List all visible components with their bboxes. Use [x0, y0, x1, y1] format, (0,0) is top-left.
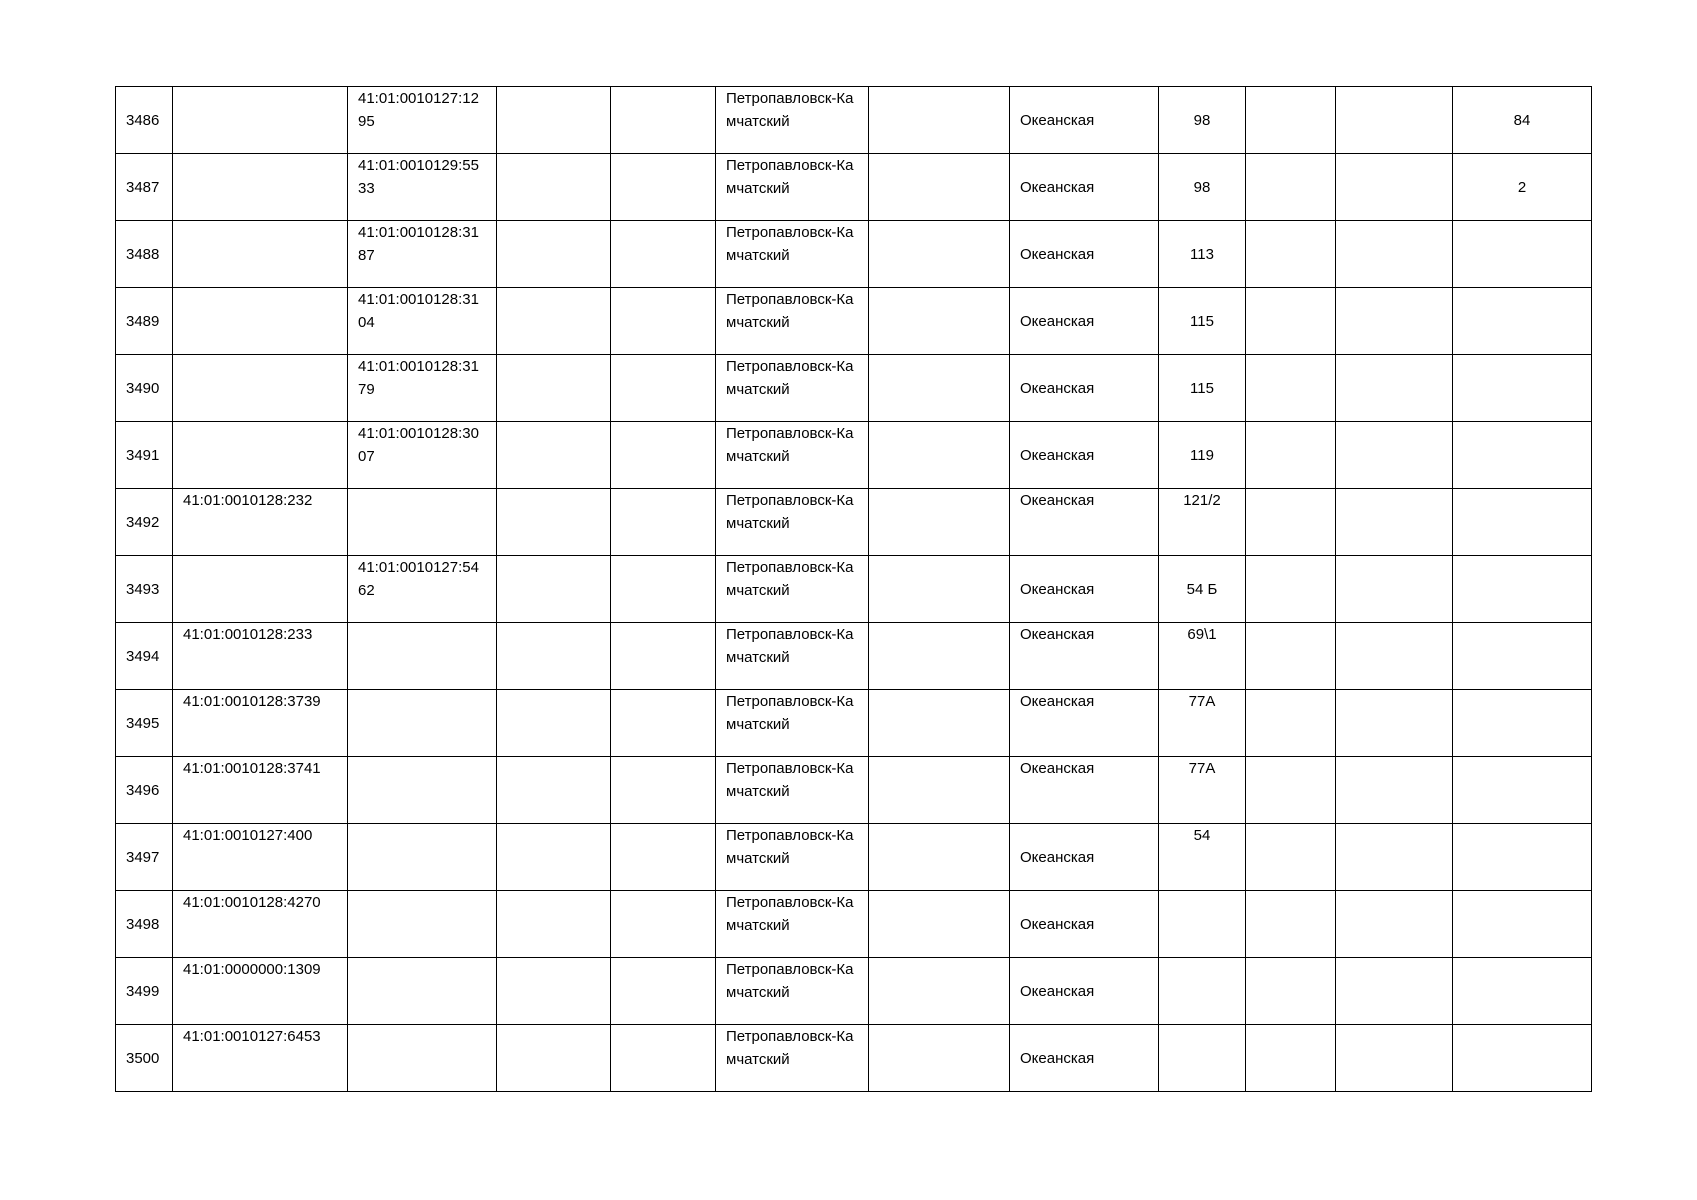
street-cell: Океанская — [1010, 355, 1159, 422]
empty-cell — [1336, 355, 1453, 422]
apartment-number-cell — [1453, 757, 1592, 824]
house-number-cell: 115 — [1159, 288, 1246, 355]
table-row — [116, 154, 1592, 221]
empty-cell — [1246, 757, 1336, 824]
address-registry-table — [115, 86, 1592, 1092]
table-row — [116, 891, 1592, 958]
street-cell: Океанская — [1010, 221, 1159, 288]
row-number-cell: 3492 — [116, 489, 173, 556]
land-cadastral-number-cell: 41:01:0010128:3741 — [173, 757, 348, 824]
empty-cell — [869, 154, 1010, 221]
empty-cell — [1336, 1025, 1453, 1092]
land-cadastral-number-cell: 41:01:0010128:232 — [173, 489, 348, 556]
empty-cell — [1336, 958, 1453, 1025]
apartment-number-cell — [1453, 891, 1592, 958]
empty-cell — [869, 1025, 1010, 1092]
empty-cell — [497, 154, 611, 221]
empty-cell — [869, 958, 1010, 1025]
empty-cell — [1246, 556, 1336, 623]
street-cell: Океанская — [1010, 891, 1159, 958]
street-cell: Океанская — [1010, 87, 1159, 154]
empty-cell — [1246, 489, 1336, 556]
empty-cell — [869, 288, 1010, 355]
land-cadastral-number-cell — [173, 355, 348, 422]
city-cell: Петропавловск-Камчатский — [716, 824, 869, 891]
empty-cell — [611, 422, 716, 489]
empty-cell — [1336, 489, 1453, 556]
object-cadastral-number-cell: 41:01:0010127:5462 — [348, 556, 497, 623]
empty-cell — [1246, 355, 1336, 422]
house-number-cell: 54 Б — [1159, 556, 1246, 623]
empty-cell — [869, 489, 1010, 556]
city-cell: Петропавловск-Камчатский — [716, 288, 869, 355]
empty-cell — [497, 489, 611, 556]
object-cadastral-number-cell — [348, 824, 497, 891]
empty-cell — [1336, 556, 1453, 623]
empty-cell — [1336, 824, 1453, 891]
city-cell: Петропавловск-Камчатский — [716, 355, 869, 422]
city-cell: Петропавловск-Камчатский — [716, 1025, 869, 1092]
street-cell: Океанская — [1010, 556, 1159, 623]
city-cell: Петропавловск-Камчатский — [716, 891, 869, 958]
row-number-cell: 3489 — [116, 288, 173, 355]
empty-cell — [1246, 422, 1336, 489]
empty-cell — [1246, 221, 1336, 288]
city-cell: Петропавловск-Камчатский — [716, 489, 869, 556]
empty-cell — [1336, 690, 1453, 757]
empty-cell — [497, 556, 611, 623]
row-number-cell: 3487 — [116, 154, 173, 221]
empty-cell — [611, 1025, 716, 1092]
empty-cell — [869, 824, 1010, 891]
object-cadastral-number-cell: 41:01:0010129:5533 — [348, 154, 497, 221]
apartment-number-cell — [1453, 556, 1592, 623]
empty-cell — [1336, 87, 1453, 154]
street-cell: Океанская — [1010, 489, 1159, 556]
city-cell: Петропавловск-Камчатский — [716, 623, 869, 690]
house-number-cell: 113 — [1159, 221, 1246, 288]
row-number-cell: 3500 — [116, 1025, 173, 1092]
house-number-cell — [1159, 1025, 1246, 1092]
apartment-number-cell — [1453, 690, 1592, 757]
city-cell: Петропавловск-Камчатский — [716, 422, 869, 489]
row-number-cell: 3488 — [116, 221, 173, 288]
house-number-cell: 119 — [1159, 422, 1246, 489]
empty-cell — [1246, 891, 1336, 958]
object-cadastral-number-cell: 41:01:0010128:3187 — [348, 221, 497, 288]
object-cadastral-number-cell — [348, 690, 497, 757]
empty-cell — [611, 87, 716, 154]
empty-cell — [1336, 221, 1453, 288]
empty-cell — [1246, 1025, 1336, 1092]
house-number-cell — [1159, 958, 1246, 1025]
street-cell: Океанская — [1010, 154, 1159, 221]
empty-cell — [869, 757, 1010, 824]
table-row — [116, 958, 1592, 1025]
empty-cell — [611, 355, 716, 422]
empty-cell — [611, 288, 716, 355]
table-row — [116, 1025, 1592, 1092]
empty-cell — [497, 958, 611, 1025]
empty-cell — [1336, 154, 1453, 221]
empty-cell — [869, 221, 1010, 288]
table-row — [116, 824, 1592, 891]
city-cell: Петропавловск-Камчатский — [716, 556, 869, 623]
empty-cell — [869, 355, 1010, 422]
house-number-cell — [1159, 891, 1246, 958]
empty-cell — [497, 422, 611, 489]
table-row — [116, 355, 1592, 422]
street-cell: Океанская — [1010, 1025, 1159, 1092]
row-number-cell: 3490 — [116, 355, 173, 422]
row-number-cell: 3486 — [116, 87, 173, 154]
apartment-number-cell — [1453, 355, 1592, 422]
empty-cell — [1246, 288, 1336, 355]
empty-cell — [497, 824, 611, 891]
empty-cell — [497, 355, 611, 422]
row-number-cell: 3493 — [116, 556, 173, 623]
empty-cell — [1246, 690, 1336, 757]
empty-cell — [611, 757, 716, 824]
land-cadastral-number-cell — [173, 87, 348, 154]
apartment-number-cell — [1453, 623, 1592, 690]
city-cell: Петропавловск-Камчатский — [716, 690, 869, 757]
empty-cell — [497, 288, 611, 355]
empty-cell — [1336, 288, 1453, 355]
table-row — [116, 556, 1592, 623]
land-cadastral-number-cell: 41:01:0010128:233 — [173, 623, 348, 690]
land-cadastral-number-cell — [173, 288, 348, 355]
row-number-cell: 3498 — [116, 891, 173, 958]
house-number-cell: 54 — [1159, 824, 1246, 891]
apartment-number-cell — [1453, 1025, 1592, 1092]
apartment-number-cell — [1453, 221, 1592, 288]
empty-cell — [497, 623, 611, 690]
table-row — [116, 422, 1592, 489]
empty-cell — [1336, 891, 1453, 958]
empty-cell — [611, 623, 716, 690]
object-cadastral-number-cell — [348, 623, 497, 690]
object-cadastral-number-cell — [348, 958, 497, 1025]
table-row — [116, 623, 1592, 690]
house-number-cell: 69\1 — [1159, 623, 1246, 690]
row-number-cell: 3495 — [116, 690, 173, 757]
empty-cell — [1336, 623, 1453, 690]
empty-cell — [869, 556, 1010, 623]
house-number-cell: 121/2 — [1159, 489, 1246, 556]
empty-cell — [497, 1025, 611, 1092]
city-cell: Петропавловск-Камчатский — [716, 958, 869, 1025]
street-cell: Океанская — [1010, 422, 1159, 489]
empty-cell — [497, 891, 611, 958]
empty-cell — [869, 87, 1010, 154]
apartment-number-cell: 2 — [1453, 154, 1592, 221]
empty-cell — [1246, 958, 1336, 1025]
land-cadastral-number-cell: 41:01:0000000:1309 — [173, 958, 348, 1025]
land-cadastral-number-cell — [173, 422, 348, 489]
land-cadastral-number-cell: 41:01:0010128:4270 — [173, 891, 348, 958]
empty-cell — [611, 556, 716, 623]
city-cell: Петропавловск-Камчатский — [716, 154, 869, 221]
empty-cell — [869, 422, 1010, 489]
object-cadastral-number-cell — [348, 757, 497, 824]
apartment-number-cell: 84 — [1453, 87, 1592, 154]
empty-cell — [611, 489, 716, 556]
row-number-cell: 3496 — [116, 757, 173, 824]
land-cadastral-number-cell: 41:01:0010128:3739 — [173, 690, 348, 757]
land-cadastral-number-cell — [173, 221, 348, 288]
empty-cell — [1246, 87, 1336, 154]
empty-cell — [1246, 623, 1336, 690]
house-number-cell: 98 — [1159, 87, 1246, 154]
row-number-cell: 3494 — [116, 623, 173, 690]
empty-cell — [1246, 154, 1336, 221]
table-row — [116, 690, 1592, 757]
apartment-number-cell — [1453, 958, 1592, 1025]
apartment-number-cell — [1453, 824, 1592, 891]
empty-cell — [497, 87, 611, 154]
house-number-cell: 77А — [1159, 690, 1246, 757]
row-number-cell: 3491 — [116, 422, 173, 489]
street-cell: Океанская — [1010, 690, 1159, 757]
table-row — [116, 757, 1592, 824]
city-cell: Петропавловск-Камчатский — [716, 757, 869, 824]
empty-cell — [869, 690, 1010, 757]
empty-cell — [611, 891, 716, 958]
empty-cell — [611, 154, 716, 221]
house-number-cell: 115 — [1159, 355, 1246, 422]
empty-cell — [611, 958, 716, 1025]
row-number-cell: 3499 — [116, 958, 173, 1025]
table-row — [116, 288, 1592, 355]
object-cadastral-number-cell — [348, 489, 497, 556]
street-cell: Океанская — [1010, 958, 1159, 1025]
land-cadastral-number-cell: 41:01:0010127:6453 — [173, 1025, 348, 1092]
registry-table-body — [116, 87, 1592, 1092]
street-cell: Океанская — [1010, 757, 1159, 824]
empty-cell — [1336, 757, 1453, 824]
table-row — [116, 87, 1592, 154]
street-cell: Океанская — [1010, 288, 1159, 355]
street-cell: Океанская — [1010, 623, 1159, 690]
land-cadastral-number-cell: 41:01:0010127:400 — [173, 824, 348, 891]
apartment-number-cell — [1453, 422, 1592, 489]
land-cadastral-number-cell — [173, 154, 348, 221]
city-cell: Петропавловск-Камчатский — [716, 221, 869, 288]
apartment-number-cell — [1453, 288, 1592, 355]
object-cadastral-number-cell: 41:01:0010128:3104 — [348, 288, 497, 355]
object-cadastral-number-cell: 41:01:0010128:3007 — [348, 422, 497, 489]
empty-cell — [497, 757, 611, 824]
house-number-cell: 98 — [1159, 154, 1246, 221]
empty-cell — [497, 690, 611, 757]
table-row — [116, 489, 1592, 556]
object-cadastral-number-cell: 41:01:0010128:3179 — [348, 355, 497, 422]
row-number-cell: 3497 — [116, 824, 173, 891]
object-cadastral-number-cell: 41:01:0010127:1295 — [348, 87, 497, 154]
street-cell: Океанская — [1010, 824, 1159, 891]
empty-cell — [497, 221, 611, 288]
empty-cell — [611, 690, 716, 757]
empty-cell — [611, 221, 716, 288]
house-number-cell: 77А — [1159, 757, 1246, 824]
table-row — [116, 221, 1592, 288]
object-cadastral-number-cell — [348, 1025, 497, 1092]
object-cadastral-number-cell — [348, 891, 497, 958]
city-cell: Петропавловск-Камчатский — [716, 87, 869, 154]
apartment-number-cell — [1453, 489, 1592, 556]
empty-cell — [1336, 422, 1453, 489]
empty-cell — [869, 891, 1010, 958]
empty-cell — [1246, 824, 1336, 891]
empty-cell — [869, 623, 1010, 690]
land-cadastral-number-cell — [173, 556, 348, 623]
empty-cell — [611, 824, 716, 891]
